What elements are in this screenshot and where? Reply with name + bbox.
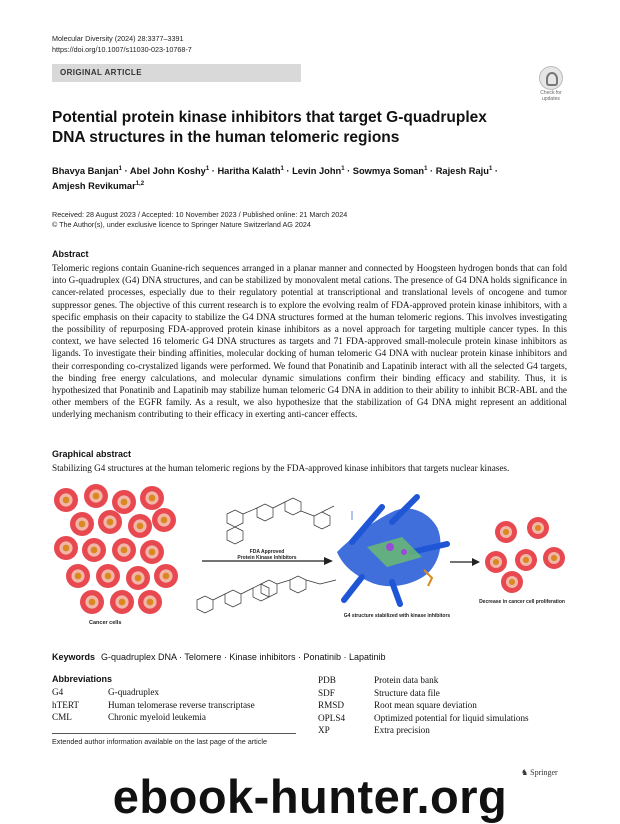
abbreviation-definition: Human telomerase reverse transcriptase (108, 699, 255, 710)
author-separator: · (344, 166, 353, 177)
abbreviations-left-column (52, 686, 255, 724)
cell-nucleus (93, 493, 100, 500)
abbreviation-row (318, 687, 529, 700)
author-affiliation: 1 (118, 166, 122, 172)
springer-horse-icon: ♞ (521, 768, 531, 777)
cell-nucleus (63, 497, 70, 504)
drugs-label-line1: FDA Approved (249, 549, 285, 555)
cell-nucleus (161, 517, 168, 524)
arrow-head-icon (324, 557, 333, 565)
decrease-label: Decrease in cancer cell proliferation (479, 599, 565, 605)
copyright-line: © The Author(s), under exclusive licence to Springer Nature Switzerland AG 2024 (52, 220, 311, 229)
abbreviation-term: OPLS4 (318, 712, 346, 723)
abbreviation-definition: Optimized potential for liquid simulations (374, 712, 529, 723)
cell-nucleus (137, 523, 144, 530)
author-info-footnote: Extended author information available on the last page of the article (52, 737, 267, 746)
article-title: Potential protein kinase inhibitors that target G-quadruplex DNA structures in the human telomeric regions (52, 109, 487, 146)
cell-nucleus (63, 545, 70, 552)
author-name[interactable]: Rajesh Raju$^1$ (435, 166, 493, 177)
keywords-label: Keywords (52, 652, 96, 662)
author-name[interactable]: Amjesh Revikumar$^{1,2}$ (52, 181, 145, 192)
abbreviation-definition: Protein data bank (374, 675, 439, 685)
cell-nucleus (503, 529, 509, 535)
author-name[interactable]: Bhavya Banjan$^1$ (52, 166, 122, 177)
kinase-inhibitor-structure-1 (227, 498, 352, 544)
cell-nucleus (163, 573, 170, 580)
abbreviation-definition: Root mean square deviation (374, 700, 477, 711)
cell-nucleus (105, 573, 112, 580)
abbreviation-row (318, 712, 529, 725)
abbreviation-row (318, 674, 529, 687)
abbreviation-definition: Chronic myeloid leukemia (108, 712, 206, 723)
cell-nucleus (149, 549, 156, 556)
author-name[interactable]: Sowmya Soman$^1$ (352, 166, 428, 177)
author-affiliation: 1,2 (135, 181, 145, 188)
abbreviation-definition: G-quadruplex (108, 687, 160, 697)
kinase-inhibitor-structure-2 (197, 576, 336, 613)
author-affiliation: 1 (424, 166, 428, 172)
author-separator: · (492, 166, 498, 177)
abbreviation-term: SDF (318, 687, 335, 698)
cell-nucleus (79, 521, 86, 528)
author-affiliation: 1 (341, 166, 345, 172)
abbreviation-term: PDB (318, 675, 336, 685)
check-for-updates-label: Check for updates (540, 90, 562, 102)
abbreviation-term: G4 (52, 687, 64, 697)
abbreviation-row (52, 711, 255, 724)
cancer-cells-label: Cancer cells (89, 620, 122, 626)
journal-header (52, 33, 192, 55)
abbreviation-term: CML (52, 712, 72, 723)
author-name[interactable]: Abel John Koshy$^1$ (129, 166, 210, 177)
cell-nucleus (135, 575, 142, 582)
drugs-label-line2: Protein Kinase Inhibitors (237, 555, 297, 561)
author-separator: · (283, 166, 293, 177)
graphical-abstract-figure (52, 482, 568, 632)
graphical-abstract-heading: Graphical abstract (52, 449, 132, 459)
bookmark-icon (539, 66, 563, 90)
publisher-name: Springer (530, 768, 558, 777)
cell-nucleus (119, 599, 126, 606)
cell-nucleus (121, 499, 128, 506)
footnote-divider (52, 733, 296, 734)
cell-nucleus (509, 579, 515, 585)
author-list (52, 163, 552, 193)
article-type-banner: ORIGINAL ARTICLE (52, 64, 301, 82)
arrow-head-icon (472, 558, 480, 566)
cell-nucleus (91, 547, 98, 554)
cell-nucleus (493, 559, 499, 565)
abbreviation-term: XP (318, 725, 330, 736)
cancer-cells-cluster (54, 484, 178, 614)
abbreviation-term: RMSD (318, 700, 345, 711)
abbreviation-definition: Structure data file (374, 687, 440, 698)
publication-dates (52, 210, 347, 230)
keywords-list: G-quadruplex DNA · Telomere · Kinase inhibitors · Ponatinib · Lapatinib (101, 652, 386, 662)
cell-nucleus (147, 599, 154, 606)
abbreviation-term: hTERT (52, 699, 80, 710)
author-affiliation: 1 (280, 166, 284, 172)
abbreviations-heading: Abbreviations (52, 674, 113, 684)
author-separator: · (122, 166, 130, 177)
abbreviations-right-column (318, 674, 529, 737)
cell-nucleus (121, 547, 128, 554)
g4-structure-label: G4 structure stabilized with kinase inhibitors (343, 613, 451, 619)
cell-nucleus (89, 599, 96, 606)
check-for-updates-badge[interactable] (536, 66, 566, 100)
cell-nucleus (75, 573, 82, 580)
abbreviation-definition: Extra precision (374, 725, 430, 736)
author-separator: · (209, 166, 218, 177)
author-name[interactable]: Levin John$^1$ (292, 166, 345, 177)
cell-nucleus (107, 519, 114, 526)
journal-citation: Molecular Diversity (2024) 28:3377–3391 (52, 34, 184, 43)
abstract-heading: Abstract (52, 249, 89, 259)
watermark-banner: ebook-hunter.org (112, 770, 508, 823)
author-name[interactable]: Haritha Kalath$^1$ (217, 166, 284, 177)
author-affiliation: 1 (205, 166, 210, 172)
abbreviation-row (318, 724, 529, 737)
cell-nucleus (535, 525, 541, 531)
author-separator: · (427, 166, 436, 177)
abstract-text: Telomeric regions contain Guanine-rich sequences arranged in a planar manner and connected by Hoogsteen hydrogen bonds that can fold into G-quadruplex (G4) DNA structures, and can be stabilized by monovalent metal cations. The presence of G4 DNA holds significance in cancer-related processes, especially due to their regulatory potential at transcriptional and translational levels of oncogene and tumor suppressor genes. The objective of this current research is to explore the evolving realm of FDA-approved protein kinase inhibitors, with a specific emphasis on their capacity to stabilize the G4 DNA structures formed at the human telomeric regions. This involves investigating the possibility of repurposing FDA-approved protein kinase inhibitors as a novel approach for targeting multiple cancer types. In this context, we have selected 16 telomeric G4 DNA structures as targets and 71 FDA-approved small-molecule protein kinase inhibitors as ligands. To investigate their binding affinities, molecular docking of human telomeric G4 DNA with nuclear protein kinase inhibitors and their corresponding co-crystalized ligands were performed. We found that Ponatinib and Lapatinib interact with all the selected G4 targets, the binding free energy calculations, and molecular dynamic simulations confirm their binding efficacy and stability. Thus, it is hypothesized that Ponatinib and Lapatinib may stabilize human telomeric G4 DNA in addition to their ability to inhibit BCR-ABL and the other members of the EGFR family. As a result, we also hypothesize that the stabilization of G4 DNA might represent an additional underlying mechanism contributing to their efficacy in exerting anti-cancer effects. (52, 263, 567, 420)
g4-dna-structure (337, 497, 447, 604)
keywords (52, 652, 386, 662)
doi-link[interactable]: https://doi.org/10.1007/s11030-023-10768-7 (52, 45, 192, 54)
abbreviation-row (318, 699, 529, 712)
reduced-cells-cluster (485, 517, 565, 593)
cell-nucleus (523, 557, 529, 563)
graphical-abstract-caption: Stabilizing G4 structures at the human telomeric regions by the FDA-approved kinase inhibitors that targets nuclear kinases. (52, 463, 510, 473)
dates-line: Received: 28 August 2023 / Accepted: 10 November 2023 / Published online: 21 March 2024 (52, 210, 348, 219)
abbreviation-row (52, 686, 255, 699)
abbreviation-row (52, 699, 255, 712)
author-affiliation: 1 (488, 166, 493, 172)
cell-nucleus (149, 495, 156, 502)
cell-nucleus (551, 555, 557, 561)
